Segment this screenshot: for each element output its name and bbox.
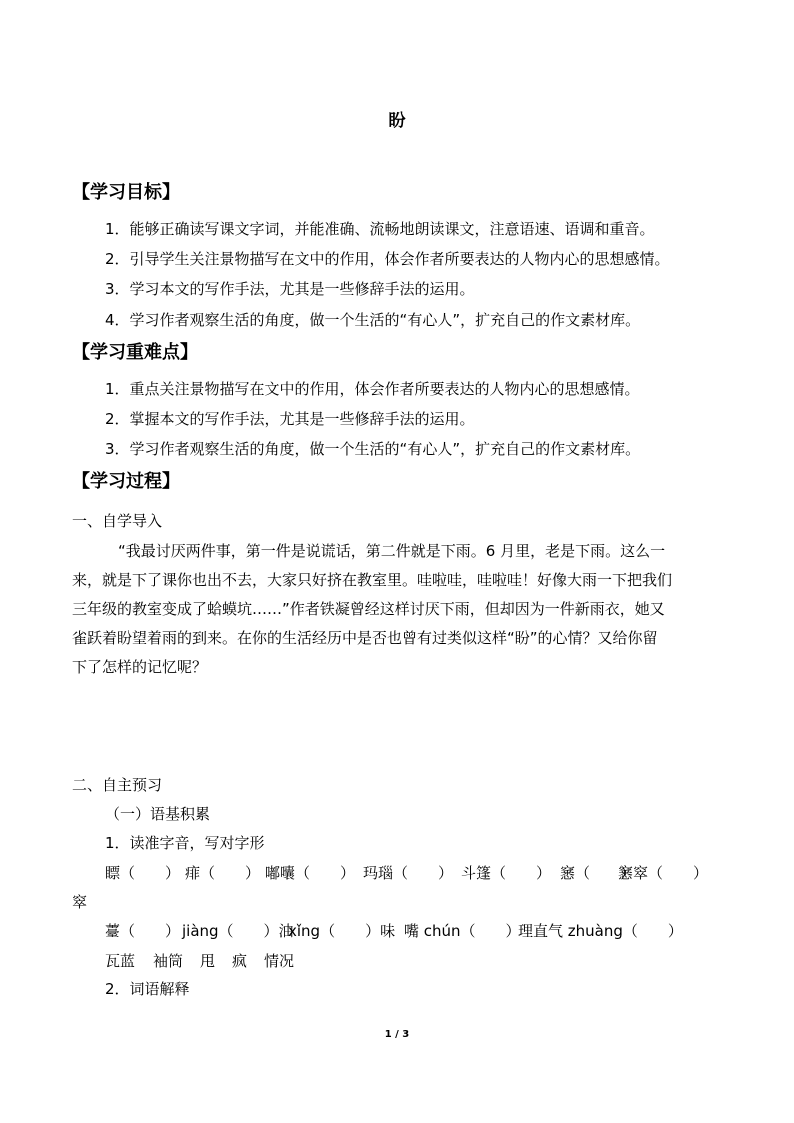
vocab-item: 痱（ ） <box>185 864 261 882</box>
key-point-item-2: 2．掌握本文的写作手法，尤其是一些修辞手法的运用。 <box>105 410 475 428</box>
vocab-word: 袖筒 <box>153 952 184 970</box>
vocab-word: 疯 <box>232 952 248 970</box>
key-points-heading: 【学习重难点】 <box>72 342 198 363</box>
goal-item-3: 3．学习本文的写作手法，尤其是一些修辞手法的运用。 <box>105 280 475 298</box>
vocab-item: jiàng（ ）油 <box>182 922 294 940</box>
intro-paragraph-line-5: 下了怎样的记忆呢？ <box>72 658 208 676</box>
vocab-word: 瓦蓝 <box>105 952 136 970</box>
vocab-item: 窸窣（ ） <box>618 864 709 882</box>
key-point-item-1: 1．重点关注景物描写在文中的作用，体会作者所要表达的人物内心的思想感情。 <box>105 380 640 398</box>
page-number: 1 / 3 <box>384 1029 410 1040</box>
part2-heading: 二、自主预习 <box>72 776 163 794</box>
vocab-item: 窸（ ） <box>560 864 636 882</box>
key-point-item-3: 3．学习作者观察生活的角度，做一个生活的“有心人”，扩充自己的作文素材库。 <box>105 440 641 458</box>
goal-item-2: 2．引导学生关注景物描写在文中的作用，体会作者所要表达的人物内心的思想感情。 <box>105 250 670 268</box>
intro-paragraph-line-1: “我最讨厌两件事，第一件是说谎话，第二件就是下雨。6 月里，老是下雨。这么一 <box>118 542 666 560</box>
vocab-item-wrap: 窣 <box>72 893 88 911</box>
subsection-heading: （一）语基积累 <box>105 805 211 823</box>
vocab-item: 斗篷（ ） <box>461 864 552 882</box>
vocab-item: 瞟（ ） <box>105 864 181 882</box>
intro-paragraph-line-3: 三年级的教室变成了蛤蟆坑……”作者铁凝曾经这样讨厌下雨，但却因为一件新雨衣，她又 <box>72 600 665 618</box>
vocab-word: 甩 <box>200 952 216 970</box>
process-heading: 【学习过程】 <box>72 471 180 492</box>
task-word-explanation: 2．词语解释 <box>105 980 190 998</box>
vocab-item: 理直气 zhuàng（ ） <box>518 922 683 940</box>
goal-item-4: 4．学习作者观察生活的角度，做一个生活的“有心人”，扩充自己的作文素材库。 <box>105 311 641 329</box>
intro-paragraph-line-2: 来，就是下了课你也出不去，大家只好挤在教室里。哇啦哇，哇啦哇！好像大雨一下把我们 <box>72 571 673 589</box>
vocab-word: 情况 <box>264 952 295 970</box>
vocab-item: 薹（ ） <box>105 922 181 940</box>
vocab-item: 嘴 chún（ ） <box>404 922 521 940</box>
document-title: 盼 <box>388 111 406 131</box>
task-pronunciation: 1．读准字音，写对字形 <box>105 834 265 852</box>
intro-paragraph-line-4: 雀跃着盼望着雨的到来。在你的生活经历中是否也曾有过类似这样“盼”的心情？又给你留 <box>72 629 658 647</box>
part1-heading: 一、自学导入 <box>72 512 163 530</box>
goal-item-1: 1．能够正确读写课文字词，并能准确、流畅地朗读课文，注意语速、语调和重音。 <box>105 220 655 238</box>
vocab-item: xǐng（ ）味 <box>288 922 396 940</box>
vocab-item: 嘟囔（ ） <box>265 864 356 882</box>
vocab-item: 玛瑙（ ） <box>363 864 454 882</box>
goals-heading: 【学习目标】 <box>72 182 180 203</box>
